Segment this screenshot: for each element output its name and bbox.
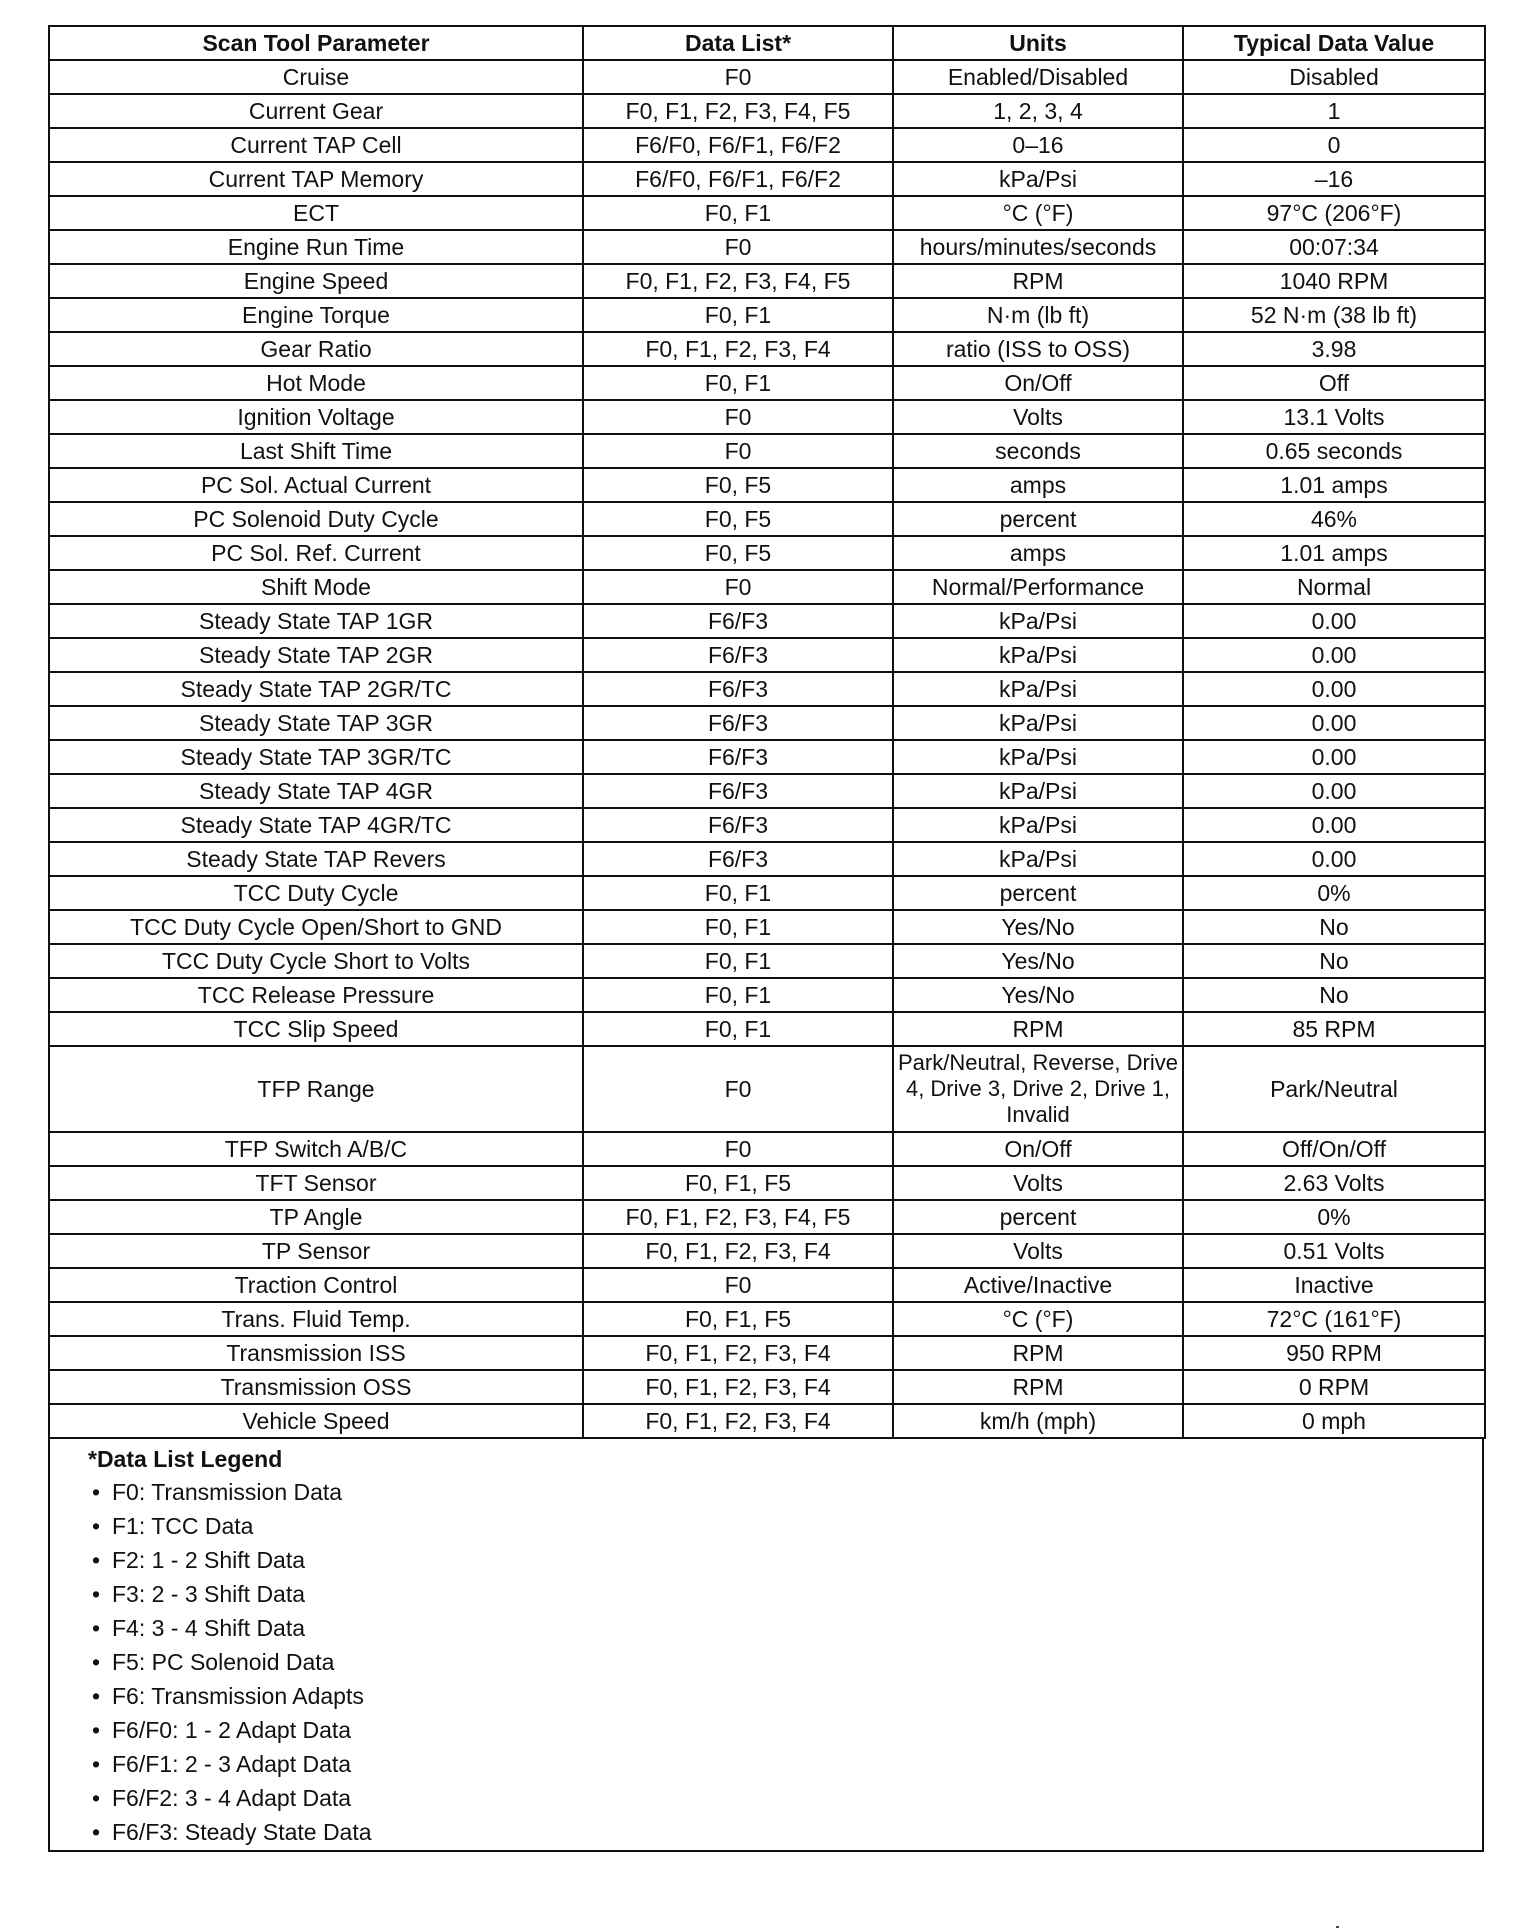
typical-value-cell: 0.00 [1183,638,1485,672]
legend-item-text: F6/F3: Steady State Data [112,1819,372,1845]
table-row [49,740,1485,774]
legend-item-text: F3: 2 - 3 Shift Data [112,1581,306,1607]
units-cell: amps [893,468,1183,502]
typical-value-cell: 97°C (206°F) [1183,196,1485,230]
data-list-cell: F0, F1 [583,944,893,978]
units-cell: 0–16 [893,128,1183,162]
scan-speck [1336,1926,1339,1928]
units-cell: Park/Neutral, Reverse, Drive 4, Drive 3, Drive 2, Drive 1, Invalid [893,1046,1183,1132]
parameter-cell: Shift Mode [49,570,583,604]
legend-item [92,1713,1482,1747]
legend-item [92,1815,1482,1849]
units-cell: amps [893,536,1183,570]
parameter-cell: Current TAP Cell [49,128,583,162]
data-list-cell: F6/F3 [583,706,893,740]
table-row [49,604,1485,638]
data-list-cell: F6/F3 [583,672,893,706]
units-cell: kPa/Psi [893,672,1183,706]
data-list-cell: F0, F1, F2, F3, F4 [583,1336,893,1370]
table-row [49,468,1485,502]
legend-list [90,1475,1482,1849]
data-list-cell: F6/F3 [583,774,893,808]
typical-value-cell: –16 [1183,162,1485,196]
typical-value-cell: No [1183,910,1485,944]
typical-value-cell: Normal [1183,570,1485,604]
typical-value-cell: 72°C (161°F) [1183,1302,1485,1336]
parameter-cell: PC Sol. Ref. Current [49,536,583,570]
parameter-cell: TP Sensor [49,1234,583,1268]
data-list-cell: F6/F3 [583,638,893,672]
bullet-icon: • [92,1683,101,1709]
data-list-cell: F0 [583,570,893,604]
table-header-row [49,26,1485,60]
table-row [49,298,1485,332]
data-list-cell: F6/F3 [583,604,893,638]
units-cell: Yes/No [893,910,1183,944]
parameter-cell: Gear Ratio [49,332,583,366]
table-row [49,366,1485,400]
bullet-icon: • [92,1479,101,1505]
table-row [49,774,1485,808]
table-row [49,502,1485,536]
table-body [49,60,1485,1438]
header-units: Units [893,26,1183,60]
table-row [49,60,1485,94]
typical-value-cell: 0.00 [1183,774,1485,808]
parameter-cell: Steady State TAP Revers [49,842,583,876]
units-cell: On/Off [893,366,1183,400]
legend-item [92,1645,1482,1679]
data-list-cell: F0, F1 [583,876,893,910]
table-row [49,1336,1485,1370]
table-row [49,1370,1485,1404]
units-cell: kPa/Psi [893,842,1183,876]
bullet-icon: • [92,1513,101,1539]
typical-value-cell: 950 RPM [1183,1336,1485,1370]
table-row [49,706,1485,740]
typical-value-cell: Park/Neutral [1183,1046,1485,1132]
data-list-cell: F0, F1 [583,910,893,944]
units-cell: kPa/Psi [893,706,1183,740]
bullet-icon: • [92,1615,101,1641]
typical-value-cell: 52 N·m (38 lb ft) [1183,298,1485,332]
table-row [49,638,1485,672]
legend-item-text: F1: TCC Data [112,1513,254,1539]
parameter-cell: Ignition Voltage [49,400,583,434]
typical-value-cell: 1.01 amps [1183,468,1485,502]
typical-value-cell: Disabled [1183,60,1485,94]
parameter-cell: TCC Release Pressure [49,978,583,1012]
units-cell: Enabled/Disabled [893,60,1183,94]
table-row [49,162,1485,196]
data-list-cell: F0, F1, F5 [583,1166,893,1200]
units-cell: seconds [893,434,1183,468]
legend-item-text: F5: PC Solenoid Data [112,1649,335,1675]
parameter-cell: TCC Duty Cycle Short to Volts [49,944,583,978]
typical-value-cell: 0.51 Volts [1183,1234,1485,1268]
units-cell: °C (°F) [893,1302,1183,1336]
data-list-cell: F6/F0, F6/F1, F6/F2 [583,162,893,196]
table-row [49,1234,1485,1268]
header-scan-tool-parameter: Scan Tool Parameter [49,26,583,60]
typical-value-cell: Off/On/Off [1183,1132,1485,1166]
typical-value-cell: Off [1183,366,1485,400]
typical-value-cell: 0.00 [1183,740,1485,774]
table-row [49,1046,1485,1132]
data-list-legend [48,1439,1484,1852]
legend-item [92,1611,1482,1645]
data-list-cell: F0 [583,1132,893,1166]
bullet-icon: • [92,1547,101,1573]
units-cell: kPa/Psi [893,740,1183,774]
units-cell: percent [893,1200,1183,1234]
data-list-cell: F0, F1 [583,1012,893,1046]
typical-value-cell: 0.00 [1183,706,1485,740]
units-cell: Yes/No [893,944,1183,978]
data-list-cell: F0, F1 [583,978,893,1012]
table-row [49,808,1485,842]
data-list-cell: F0, F1, F2, F3, F4 [583,1234,893,1268]
table-row [49,196,1485,230]
bullet-icon: • [92,1581,101,1607]
typical-value-cell: 00:07:34 [1183,230,1485,264]
parameter-cell: Steady State TAP 1GR [49,604,583,638]
table-row [49,570,1485,604]
data-list-cell: F0, F5 [583,502,893,536]
units-cell: kPa/Psi [893,604,1183,638]
legend-item [92,1577,1482,1611]
units-cell: Volts [893,1166,1183,1200]
units-cell: RPM [893,1336,1183,1370]
table-row [49,1200,1485,1234]
legend-item-text: F2: 1 - 2 Shift Data [112,1547,306,1573]
data-list-cell: F0, F5 [583,468,893,502]
data-list-cell: F6/F0, F6/F1, F6/F2 [583,128,893,162]
typical-value-cell: 85 RPM [1183,1012,1485,1046]
units-cell: °C (°F) [893,196,1183,230]
table-row [49,400,1485,434]
typical-value-cell: 0 RPM [1183,1370,1485,1404]
typical-value-cell: No [1183,944,1485,978]
table-row [49,94,1485,128]
units-cell: percent [893,502,1183,536]
data-list-cell: F0, F1 [583,196,893,230]
data-list-cell: F6/F3 [583,842,893,876]
parameter-cell: Transmission ISS [49,1336,583,1370]
parameter-cell: Hot Mode [49,366,583,400]
legend-item [92,1509,1482,1543]
legend-item-text: F0: Transmission Data [112,1479,343,1505]
legend-item [92,1543,1482,1577]
table-row [49,910,1485,944]
typical-value-cell: Inactive [1183,1268,1485,1302]
units-cell: km/h (mph) [893,1404,1183,1438]
units-cell: kPa/Psi [893,774,1183,808]
parameter-cell: Trans. Fluid Temp. [49,1302,583,1336]
parameter-cell: Steady State TAP 3GR [49,706,583,740]
table-row [49,230,1485,264]
table-row [49,1404,1485,1438]
data-list-cell: F0, F1 [583,366,893,400]
parameter-cell: Cruise [49,60,583,94]
legend-item [92,1475,1482,1509]
table-row [49,672,1485,706]
typical-value-cell: 13.1 Volts [1183,400,1485,434]
parameter-cell: TFP Switch A/B/C [49,1132,583,1166]
table-row [49,842,1485,876]
parameter-cell: TCC Slip Speed [49,1012,583,1046]
units-cell: RPM [893,1012,1183,1046]
parameter-cell: TFT Sensor [49,1166,583,1200]
legend-item [92,1747,1482,1781]
document-page [48,25,1484,1852]
data-list-cell: F0, F1, F2, F3, F4, F5 [583,264,893,298]
units-cell: kPa/Psi [893,162,1183,196]
units-cell: ratio (ISS to OSS) [893,332,1183,366]
typical-value-cell: 0 mph [1183,1404,1485,1438]
units-cell: kPa/Psi [893,638,1183,672]
table-row [49,332,1485,366]
table-row [49,876,1485,910]
parameter-cell: TP Angle [49,1200,583,1234]
data-list-cell: F0, F1, F5 [583,1302,893,1336]
data-list-cell: F0 [583,400,893,434]
parameter-cell: Engine Run Time [49,230,583,264]
data-list-cell: F0, F5 [583,536,893,570]
data-list-cell: F0 [583,1268,893,1302]
typical-value-cell: 2.63 Volts [1183,1166,1485,1200]
legend-item-text: F6/F0: 1 - 2 Adapt Data [112,1717,352,1743]
data-list-cell: F6/F3 [583,740,893,774]
data-list-cell: F0, F1 [583,298,893,332]
units-cell: On/Off [893,1132,1183,1166]
typical-value-cell: 0.65 seconds [1183,434,1485,468]
units-cell: RPM [893,1370,1183,1404]
parameter-cell: Transmission OSS [49,1370,583,1404]
units-cell: kPa/Psi [893,808,1183,842]
units-cell: hours/minutes/seconds [893,230,1183,264]
table-row [49,1268,1485,1302]
typical-value-cell: 0.00 [1183,672,1485,706]
table-row [49,264,1485,298]
units-cell: percent [893,876,1183,910]
bullet-icon: • [92,1785,101,1811]
data-list-cell: F6/F3 [583,808,893,842]
header-data-list: Data List* [583,26,893,60]
legend-item-text: F6/F2: 3 - 4 Adapt Data [112,1785,352,1811]
data-list-cell: F0 [583,230,893,264]
parameter-cell: Vehicle Speed [49,1404,583,1438]
table-row [49,1132,1485,1166]
parameter-cell: PC Sol. Actual Current [49,468,583,502]
parameter-cell: Current Gear [49,94,583,128]
bullet-icon: • [92,1819,101,1845]
data-list-cell: F0, F1, F2, F3, F4, F5 [583,1200,893,1234]
legend-item-text: F4: 3 - 4 Shift Data [112,1615,306,1641]
parameter-cell: Steady State TAP 4GR/TC [49,808,583,842]
units-cell: Volts [893,1234,1183,1268]
units-cell: 1, 2, 3, 4 [893,94,1183,128]
table-row [49,978,1485,1012]
parameter-cell: TCC Duty Cycle [49,876,583,910]
typical-value-cell: 0.00 [1183,604,1485,638]
table-row [49,1012,1485,1046]
data-list-cell: F0, F1, F2, F3, F4 [583,1370,893,1404]
parameter-cell: TFP Range [49,1046,583,1132]
units-cell: RPM [893,264,1183,298]
units-cell: Active/Inactive [893,1268,1183,1302]
parameter-cell: Last Shift Time [49,434,583,468]
typical-value-cell: 0.00 [1183,842,1485,876]
units-cell: Normal/Performance [893,570,1183,604]
bullet-icon: • [92,1717,101,1743]
typical-value-cell: 0% [1183,1200,1485,1234]
typical-value-cell: 1040 RPM [1183,264,1485,298]
typical-value-cell: 46% [1183,502,1485,536]
parameter-cell: Steady State TAP 2GR/TC [49,672,583,706]
typical-value-cell: 0 [1183,128,1485,162]
legend-item [92,1781,1482,1815]
units-cell: Volts [893,400,1183,434]
units-cell: Yes/No [893,978,1183,1012]
legend-item-text: F6/F1: 2 - 3 Adapt Data [112,1751,352,1777]
parameter-cell: Current TAP Memory [49,162,583,196]
table-row [49,536,1485,570]
parameter-cell: Engine Torque [49,298,583,332]
header-typical-data-value: Typical Data Value [1183,26,1485,60]
parameter-cell: Steady State TAP 3GR/TC [49,740,583,774]
legend-title: *Data List Legend [88,1446,283,1472]
data-list-cell: F0, F1, F2, F3, F4 [583,1404,893,1438]
table-row [49,1166,1485,1200]
parameter-cell: Steady State TAP 4GR [49,774,583,808]
parameter-cell: ECT [49,196,583,230]
data-list-cell: F0 [583,60,893,94]
typical-value-cell: 0.00 [1183,808,1485,842]
parameter-cell: Engine Speed [49,264,583,298]
parameter-cell: Traction Control [49,1268,583,1302]
typical-value-cell: No [1183,978,1485,1012]
table-row [49,434,1485,468]
table-row [49,128,1485,162]
units-cell: N·m (lb ft) [893,298,1183,332]
table-row [49,944,1485,978]
table-row [49,1302,1485,1336]
legend-item-text: F6: Transmission Adapts [112,1683,364,1709]
typical-value-cell: 1.01 amps [1183,536,1485,570]
data-list-cell: F0, F1, F2, F3, F4, F5 [583,94,893,128]
data-list-cell: F0 [583,1046,893,1132]
typical-value-cell: 0% [1183,876,1485,910]
bullet-icon: • [92,1649,101,1675]
data-list-cell: F0, F1, F2, F3, F4 [583,332,893,366]
scan-tool-data-table [48,25,1486,1439]
parameter-cell: PC Solenoid Duty Cycle [49,502,583,536]
parameter-cell: Steady State TAP 2GR [49,638,583,672]
legend-item [92,1679,1482,1713]
data-list-cell: F0 [583,434,893,468]
bullet-icon: • [92,1751,101,1777]
parameter-cell: TCC Duty Cycle Open/Short to GND [49,910,583,944]
typical-value-cell: 3.98 [1183,332,1485,366]
typical-value-cell: 1 [1183,94,1485,128]
